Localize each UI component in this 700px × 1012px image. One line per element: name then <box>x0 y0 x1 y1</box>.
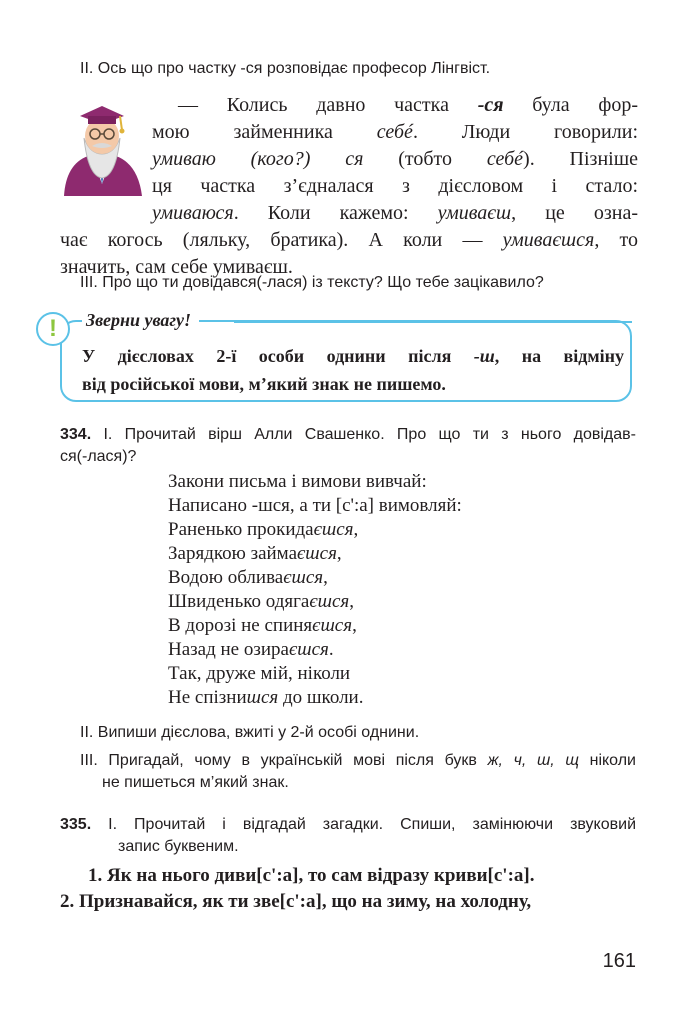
exercise-334-task-ii: II. Випиши дієслова, вжиті у 2-й особі однини. <box>80 724 420 741</box>
exercise-number: 335. <box>60 816 92 833</box>
poem-line: Не спізнишся до школи. <box>168 687 364 708</box>
notice-top-rule <box>234 321 632 323</box>
exercise-334-task-i: 334. I. Прочитай вірш Алли Свашенко. Про що ти з нього довідав- ся(-лася)? <box>60 426 636 465</box>
exclamation-icon: ! <box>36 312 70 346</box>
riddle-1: 1. Як на нього диви[с':а], то сам відразу криви[с':а]. <box>88 865 535 886</box>
exercise-334-task-iii: III. Пригадай, чому в українській мові після букв ж, ч, ш, щ ніколи не пишеться м’який знак. <box>80 752 636 791</box>
professor-story <box>60 92 638 281</box>
poem-line: В дорозі не спиняєшся, <box>168 615 357 636</box>
story-line: чає когось (ляльку, братика). А коли — умиваєшся, то <box>60 229 638 251</box>
poem-line: Водою обливаєшся, <box>168 567 328 588</box>
notice-text <box>82 342 624 398</box>
exercise-335-task-i: 335. I. Прочитай і відгадай загадки. Спиши, замінюючи звуковий запис буквеним. <box>60 816 636 855</box>
task-iii-question: III. Про що ти довідався(-лася) із тексту? Що тебе зацікавило? <box>80 274 544 291</box>
exercise-number: 334. <box>60 426 92 443</box>
story-line: — Колись давно частка -ся була фор- <box>178 94 639 116</box>
page-number: 161 <box>602 950 636 972</box>
notice-title-wrap <box>82 310 199 331</box>
poem-line: Так, друже мій, ніколи <box>168 663 351 684</box>
poem-line: Швиденько одягаєшся, <box>168 591 354 612</box>
poem-line: Раненько прокидаєшся, <box>168 519 359 540</box>
poem-line: Написано -шся, а ти [с':а] вимовляй: <box>168 495 462 516</box>
notice-line: У дієсловах 2-ї особи однини після -ш, на відміну <box>82 346 624 366</box>
poem-line: Закони письма і вимови вивчай: <box>168 471 427 492</box>
story-line: значить, сам себе умиваєш. <box>60 256 293 278</box>
story-line: ця частка з’єдналася з дієсловом і стало: <box>152 175 638 197</box>
poem-line: Зарядкою займаєшся, <box>168 543 342 564</box>
poem-line: Назад не озираєшся. <box>168 639 334 660</box>
story-line: умиваюся. Коли кажемо: умиваєш, це озна- <box>152 202 638 224</box>
riddle-2: 2. Признавайся, як ти зве[с':а], що на зиму, на холодну, <box>60 891 532 912</box>
notice-line: від російської мови, м’який знак не пишемо. <box>82 374 446 394</box>
poem <box>168 470 462 710</box>
story-line: мою займенника себé. Люди говорили: <box>152 121 639 143</box>
story-line: умиваю (кого?) ся (тобто себé). Пізніше <box>152 148 638 170</box>
notice-title: Зверни увагу! <box>86 310 192 330</box>
task-ii-intro: II. Ось що про частку -ся розповідає професор Лінгвіст. <box>80 60 491 77</box>
